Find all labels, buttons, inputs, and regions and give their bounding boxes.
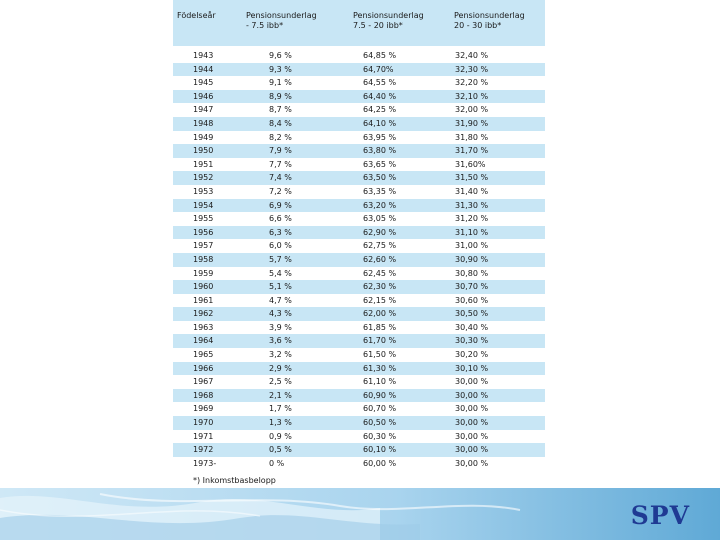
- table-row: [173, 416, 545, 430]
- cell-low-band: 6,3 %: [269, 227, 292, 237]
- cell-low-band: 3,9 %: [269, 322, 292, 332]
- cell-high-band: 31,70 %: [455, 146, 489, 156]
- table-row: [173, 280, 545, 294]
- table-header: [173, 0, 545, 46]
- cell-high-band: 30,00 %: [455, 390, 489, 400]
- table-row: [173, 294, 545, 308]
- cell-mid-band: 63,65 %: [363, 159, 397, 169]
- cell-mid-band: 60,00 %: [363, 458, 397, 468]
- cell-birth-year: 1969: [193, 404, 214, 414]
- cell-birth-year: 1968: [193, 390, 214, 400]
- cell-low-band: 7,9 %: [269, 146, 292, 156]
- cell-low-band: 8,7 %: [269, 105, 292, 115]
- table-row: [173, 402, 545, 416]
- cell-high-band: 30,80 %: [455, 268, 489, 278]
- cell-birth-year: 1943: [193, 51, 214, 60]
- cell-high-band: 32,30 %: [455, 64, 489, 74]
- cell-low-band: 0,5 %: [269, 445, 292, 455]
- cell-high-band: 32,00 %: [455, 105, 489, 115]
- cell-birth-year: 1955: [193, 214, 214, 224]
- table-row: [173, 131, 545, 145]
- cell-high-band: 30,90 %: [455, 254, 489, 264]
- table-row: [173, 321, 545, 335]
- cell-birth-year: 1962: [193, 309, 214, 319]
- header-pension-base-high: Pensionsunderlag 20 - 30 ibb*: [454, 11, 525, 30]
- cell-low-band: 9,1 %: [269, 78, 292, 88]
- wave-banner: [0, 488, 720, 540]
- cell-high-band: 30,10 %: [455, 363, 489, 373]
- cell-low-band: 5,4 %: [269, 268, 292, 278]
- cell-mid-band: 61,30 %: [363, 363, 397, 373]
- cell-high-band: 31,60%: [455, 159, 486, 169]
- pension-table-document: [173, 0, 545, 488]
- cell-high-band: 30,60 %: [455, 295, 489, 305]
- cell-birth-year: 1956: [193, 227, 214, 237]
- cell-high-band: 30,50 %: [455, 309, 489, 319]
- cell-low-band: 8,4 %: [269, 118, 292, 128]
- cell-high-band: 31,10 %: [455, 227, 489, 237]
- cell-low-band: 5,1 %: [269, 282, 292, 292]
- cell-mid-band: 62,15 %: [363, 295, 397, 305]
- cell-high-band: 30,20 %: [455, 350, 489, 360]
- footnote: *) Inkomstbasbelopp: [193, 476, 276, 485]
- cell-high-band: 30,00 %: [455, 377, 489, 387]
- cell-birth-year: 1952: [193, 173, 214, 183]
- cell-mid-band: 60,50 %: [363, 418, 397, 428]
- cell-low-band: 7,4 %: [269, 173, 292, 183]
- cell-low-band: 9,3 %: [269, 64, 292, 74]
- cell-birth-year: 1948: [193, 118, 214, 128]
- cell-mid-band: 61,70 %: [363, 336, 397, 346]
- table-row: [173, 362, 545, 376]
- cell-birth-year: 1964: [193, 336, 214, 346]
- table-row: [173, 226, 545, 240]
- cell-birth-year: 1947: [193, 105, 214, 115]
- cell-mid-band: 63,95 %: [363, 132, 397, 142]
- cell-birth-year: 1963: [193, 322, 214, 332]
- cell-mid-band: 64,25 %: [363, 105, 397, 115]
- table-row: [173, 334, 545, 348]
- cell-mid-band: 62,75 %: [363, 241, 397, 251]
- header-pension-base-mid: Pensionsunderlag 7.5 - 20 ibb*: [353, 11, 424, 30]
- cell-high-band: 31,20 %: [455, 214, 489, 224]
- cell-birth-year: 1971: [193, 431, 214, 441]
- cell-birth-year: 1951: [193, 159, 214, 169]
- cell-low-band: 8,2 %: [269, 132, 292, 142]
- cell-high-band: 31,50 %: [455, 173, 489, 183]
- cell-mid-band: 60,10 %: [363, 445, 397, 455]
- cell-low-band: 7,7 %: [269, 159, 292, 169]
- cell-mid-band: 62,60 %: [363, 254, 397, 264]
- cell-mid-band: 62,45 %: [363, 268, 397, 278]
- table-row: [173, 348, 545, 362]
- cell-low-band: 1,3 %: [269, 418, 292, 428]
- cell-high-band: 30,30 %: [455, 336, 489, 346]
- table-row: [173, 212, 545, 226]
- cell-birth-year: 1966: [193, 363, 214, 373]
- cell-mid-band: 64,55 %: [363, 78, 397, 88]
- cell-high-band: 30,00 %: [455, 445, 489, 455]
- cell-mid-band: 62,30 %: [363, 282, 397, 292]
- cell-mid-band: 63,50 %: [363, 173, 397, 183]
- header-birth-year: Födelseår: [177, 11, 216, 20]
- cell-mid-band: 62,90 %: [363, 227, 397, 237]
- cell-high-band: 32,10 %: [455, 91, 489, 101]
- cell-low-band: 6,6 %: [269, 214, 292, 224]
- cell-high-band: 30,00 %: [455, 458, 489, 468]
- cell-birth-year: 1946: [193, 91, 214, 101]
- cell-birth-year: 1965: [193, 350, 214, 360]
- cell-mid-band: 63,35 %: [363, 186, 397, 196]
- cell-birth-year: 1973-: [193, 458, 217, 468]
- cell-mid-band: 64,10 %: [363, 118, 397, 128]
- cell-birth-year: 1949: [193, 132, 214, 142]
- table-row: [173, 253, 545, 267]
- cell-mid-band: 64,40 %: [363, 91, 397, 101]
- table-row: [173, 375, 545, 389]
- cell-high-band: 31,40 %: [455, 186, 489, 196]
- cell-high-band: 32,20 %: [455, 78, 489, 88]
- table-row: [173, 307, 545, 321]
- table-row: [173, 103, 545, 117]
- cell-mid-band: 64,85 %: [363, 51, 397, 60]
- header-pension-base-low: Pensionsunderlag - 7.5 ibb*: [246, 11, 317, 30]
- cell-mid-band: 60,70 %: [363, 404, 397, 414]
- cell-low-band: 7,2 %: [269, 186, 292, 196]
- table-row: [173, 76, 545, 90]
- cell-mid-band: 60,90 %: [363, 390, 397, 400]
- table-row: [173, 63, 545, 77]
- cell-low-band: 6,9 %: [269, 200, 292, 210]
- cell-low-band: 4,3 %: [269, 309, 292, 319]
- table-row: [173, 443, 545, 457]
- cell-low-band: 6,0 %: [269, 241, 292, 251]
- cell-birth-year: 1967: [193, 377, 214, 387]
- table-row: [173, 389, 545, 403]
- cell-birth-year: 1945: [193, 78, 214, 88]
- table-row: [173, 185, 545, 199]
- cell-birth-year: 1958: [193, 254, 214, 264]
- cell-mid-band: 61,85 %: [363, 322, 397, 332]
- cell-birth-year: 1950: [193, 146, 214, 156]
- cell-high-band: 30,00 %: [455, 404, 489, 414]
- table-row: [173, 90, 545, 104]
- table-row: [173, 457, 545, 471]
- cell-low-band: 1,7 %: [269, 404, 292, 414]
- cell-mid-band: 61,10 %: [363, 377, 397, 387]
- cell-birth-year: 1954: [193, 200, 214, 210]
- cell-mid-band: 62,00 %: [363, 309, 397, 319]
- table-row: [173, 49, 545, 63]
- cell-mid-band: 63,20 %: [363, 200, 397, 210]
- table-body: [173, 49, 545, 470]
- cell-birth-year: 1961: [193, 295, 214, 305]
- cell-low-band: 0 %: [269, 458, 285, 468]
- table-row: [173, 158, 545, 172]
- cell-mid-band: 63,05 %: [363, 214, 397, 224]
- cell-high-band: 31,00 %: [455, 241, 489, 251]
- table-row: [173, 117, 545, 131]
- cell-mid-band: 63,80 %: [363, 146, 397, 156]
- cell-high-band: 31,30 %: [455, 200, 489, 210]
- cell-low-band: 2,5 %: [269, 377, 292, 387]
- spv-logo: SPV: [630, 501, 690, 530]
- cell-high-band: 31,90 %: [455, 118, 489, 128]
- cell-mid-band: 60,30 %: [363, 431, 397, 441]
- cell-high-band: 30,70 %: [455, 282, 489, 292]
- cell-high-band: 30,00 %: [455, 431, 489, 441]
- cell-mid-band: 64,70%: [363, 64, 394, 74]
- cell-birth-year: 1970: [193, 418, 214, 428]
- cell-low-band: 0,9 %: [269, 431, 292, 441]
- cell-birth-year: 1953: [193, 186, 214, 196]
- cell-mid-band: 61,50 %: [363, 350, 397, 360]
- cell-high-band: 30,40 %: [455, 322, 489, 332]
- table-row: [173, 171, 545, 185]
- cell-birth-year: 1960: [193, 282, 214, 292]
- cell-low-band: 5,7 %: [269, 254, 292, 264]
- cell-low-band: 3,6 %: [269, 336, 292, 346]
- cell-birth-year: 1957: [193, 241, 214, 251]
- cell-high-band: 32,40 %: [455, 51, 489, 60]
- table-row: [173, 430, 545, 444]
- table-row: [173, 144, 545, 158]
- cell-low-band: 3,2 %: [269, 350, 292, 360]
- cell-birth-year: 1972: [193, 445, 214, 455]
- cell-low-band: 2,1 %: [269, 390, 292, 400]
- cell-low-band: 9,6 %: [269, 51, 292, 60]
- table-row: [173, 239, 545, 253]
- table-row: [173, 267, 545, 281]
- table-row: [173, 199, 545, 213]
- cell-low-band: 4,7 %: [269, 295, 292, 305]
- cell-high-band: 30,00 %: [455, 418, 489, 428]
- cell-low-band: 2,9 %: [269, 363, 292, 373]
- cell-birth-year: 1959: [193, 268, 214, 278]
- cell-high-band: 31,80 %: [455, 132, 489, 142]
- cell-low-band: 8,9 %: [269, 91, 292, 101]
- cell-birth-year: 1944: [193, 64, 214, 74]
